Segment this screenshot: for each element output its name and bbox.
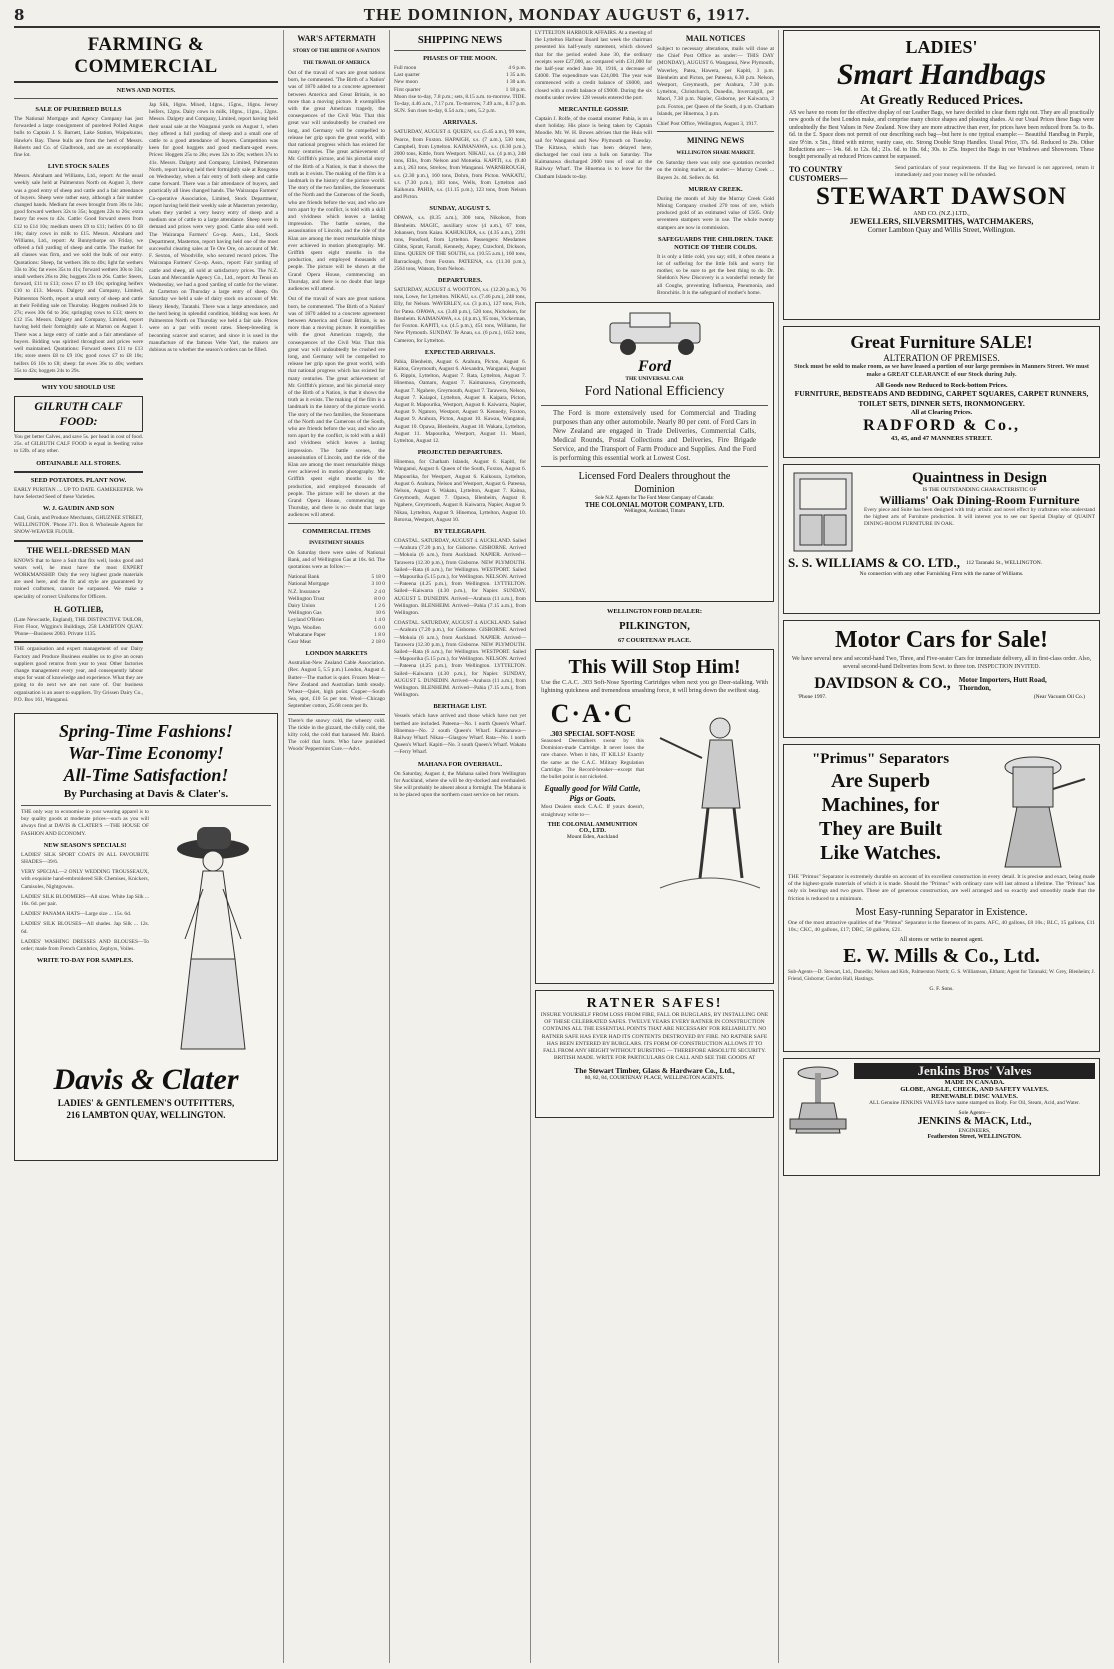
quaintness-sub: IS THE OUTSTANDING CHARACTERISTIC OF xyxy=(922,487,1037,493)
cac-text: Use the C.A.C. .303 Soft-Nose Sporting Cartridges when next you go Deer-stalking. With lightning quickness and tremendous smashing force, it will bring down the swiftest stag. xyxy=(541,679,768,695)
country-customers-text: Send particulars of your requirements. If the Bag we forward is not approved, return it immediately and your money will be refunded. xyxy=(895,164,1094,179)
gaudin-text: Coal, Grain, and Produce Merchants, GHUZNEE STREET, WELLINGTON. 'Phone 371. Box 8. Wholesale Agents for SNOW-WEAVER FLOUR. xyxy=(14,514,143,536)
mail-notices-heading: MAIL NOTICES xyxy=(685,34,746,43)
column-mail-ads xyxy=(535,30,774,1663)
ford-dealers-line: Licensed Ford Dealers throughout the Dominion xyxy=(578,471,731,496)
moon-phase-row xyxy=(394,79,526,86)
ladies-heading: LADIES' xyxy=(905,37,978,57)
davis-clater-address: 216 LAMBTON QUAY, WELLINGTON. xyxy=(66,1109,226,1120)
seed-potatoes-text: EARLY PURITAN .... UP TO DATE. GAMEKEEPER. We have Selected Seed of these Varieties. xyxy=(14,486,143,500)
moon-phase-row-name: Full moon xyxy=(394,65,417,71)
ratner-heading: RATNER SAFES! xyxy=(586,996,723,1012)
stock-sales-continued: Jap Silk, 16gns. Mixed, 14gns., 15gns., 16gns. Jersey heifers, 12gns. Dairy cows in milk, 10gns., 11gns., 12gns. Messrs. Dalgety and Company, Limited, report having held their usual sale at the Wanganui yards on August 1, when they offered a full yarding of sheep and a small one of cattle to a good attendance of buyers. Competition was keen for good hoggets and good medium-aged ewes. Prices: Hoggets 25s to 28s; ewes 32s to 39s; wethers 37s to 41s. Messrs. Dalgety and Company, Limited, Palmerston North, report having held their fortnightly sale at Rongotea on Wednesday, when a fair entry of both sheep and cattle came forward. There was a fair attendance of buyers, and practically all lines changed hands. The Wairarapa Farmers' Co-operative Association, Limited, Stock Department, report having held their weekly sale at Masterton yesterday, when they yarded a very heavy entry of sheep and a medium one of cattle to a large attendance. Sheep were in demand and prices were very good. Cattle also sold well. The Wairarapa Farmers' Co-op. Assn., Ltd., Stock Department, Masterton, report having held one of the most successful clearing sales at Te Ore Ore, on account of Mr. F. Sexton, of Woodville, who secured record prices. The Wairarapa Farmers' Co-op. Assn., report: Fair yarding of cattle and sheep, all sold at satisfactory prices. The N.Z. Loan and Mercantile Agency Co., Ltd., report: At Tenui on Wednesday, we had a good yarding of cattle for the winter. At Carterton on Thursday a large entry of sheep. On Saturday we held a sale of dairy stock on account of Mr. Henry Hendy, Taratahi. There was a large attendance, and the herd being in splendid condition, bidding was keen. At Palmerston North on Thursday we held a fair sale. Prices were on a par with recent rates. Sheep-breeding is becoming scarcer and scarcer, and since it is used in the manufacture of the famous Velte Yarl, the makers are dubious as to whether the season's orders can be filled. xyxy=(149,102,278,353)
column-rule xyxy=(283,30,284,1663)
jenkins-agents: Sole Agents— xyxy=(958,1110,991,1117)
murray-creek-text: During the month of July the Murray Creek Gold Mining Company crushed 270 tons of ore, which produced gold of an estimated value of £505. Only seventeen stampers were in use. The whole twenty stampers are now in commission. xyxy=(657,195,774,231)
mercantile-gossip-heading: MERCANTILE GOSSIP. xyxy=(558,106,629,114)
furniture-reduced-line: All Goods now Reduced to Rock-bottom Prices. xyxy=(875,382,1008,389)
stock-sales-heading: LIVE STOCK SALES xyxy=(47,163,110,171)
ford-efficiency-heading: Ford National Efficiency xyxy=(584,384,725,400)
share-row-value: 2 4 0 xyxy=(374,588,385,595)
quaintness-heading: Quaintness in Design xyxy=(911,470,1048,486)
arrivals-heading: ARRIVALS. xyxy=(442,119,478,127)
jenkins-engineers: ENGINEERS, xyxy=(958,1128,991,1135)
commercial-items-heading: COMMERCIAL ITEMS xyxy=(302,527,371,535)
murray-creek-heading: MURRAY CREEK. xyxy=(688,185,743,193)
shares-list xyxy=(288,574,385,646)
davis-clater-sub: LADIES' & GENTLEMEN'S OUTFITTERS, xyxy=(57,1097,235,1108)
calf-food-brand: GILRUTH CALF FOOD: xyxy=(14,396,143,432)
war-text: Out of the travail of wars are great nations born, he commented. 'The Birth of a Nation' was of 1870 added to a concrete agreement between America and Great Britain, is no more than a moving picture. It exemplifies with the great American tragedy, the consequences of the Civil War. That this great war will undoubtedly be crushed ere long, and Germany will be compelled to release her grip upon the great world, with that national progress which has existed for many centuries. The great achievement of Mr. Griffith's picture, and his pictorial story of the Birth of a Nation, is that it shows the truth as it exists. The making of the film is a landmark in the history of the picture world. The story of the two families, the Stonemans of the North and the Camerons of the South, who are friends before the war, and who are torn apart by the conflict, is told with a skill and vividness which leaves a lasting impression. The battle scenes, the assassination of Lincoln, and the ride of the Klan are among the most remarkable things ever achieved in motion photography. Mr. Griffith spent eight months in the production, and employed thousands of people. The picture will be shown at the Grand Opera House, commencing on Thursday, and there is no doubt that large audiences will attend. xyxy=(288,70,385,293)
departures-text: SATURDAY, AUGUST 4. WOOTTON, s.s. (12.20 p.m.), 76 tons, Lowe, for Lyttelton. NIKAU, s.s. (7.46 p.m.), 248 tons, Elly, for Nelson. WAVERLEY, s.s. (3 p.m.), 127 tons, Fick, for Patea. OPAWA, s.s. (3.40 p.m.), 520 tons, Nicholson, for Blenheim. KAIMANAWA, s.s. (4 p.m.), 95 tons, Vickerman, for Foxton. KAPITI, s.s. (4.5 p.m.), 451 tons, Williams, for New Plymouth. SUNDAY. Te Anau, s.s. (6 p.m.), 1652 tons, Cameron, for Lyttelton. xyxy=(394,287,526,344)
davidson-note: (Near Vacuum Oil Co.) xyxy=(1033,694,1085,700)
mercantile-gossip-text: Captain J. Rolfe, of the coastal steamer Pahia, is on a short holiday. His place is being taken by Captain Moodie. Mr. W. H. Bowes advises that the Huia will sail for Wanganui and New Plymouth on Tuesday. The Kittawa, which has been delayed here, discharged her coal into a hulk on Saturday. The Kaimanawa discharged 2000 tons of coal at the Railway Wharf. The Hinemoa is to leave for the Chatham Islands to-day. xyxy=(535,116,652,180)
share-row-name: Wellington Trust xyxy=(288,595,325,602)
telegraph-text-continued: COASTAL. SATURDAY, AUGUST 4. AUCKLAND. Sailed—Arahura (7.20 p.m.), for Gisborne. GISBORNE. Arrived—Mokoia (6 a.m.), from Auckland. NAPIER. Arrived—Tarawera (12.30 p.m.), from Gisborne. NEW PLYMOUTH. Sailed—Rata (6 a.m.), for Wellington. WESTPORT. Sailed—Mapourika (5.15 p.m.), for Wellington. NELSON. Arrived—Pateena (4.25 p.m.), from Wellington. LYTTELTON. Sailed—Kaiwarra (4.30 p.m.), for Napier. SUNDAY, AUGUST 5. DUNEDIN. Arrived—Arahura (11 a.m.), from Wellington. BLENHEIM. Arrived—Pahia (7.15 a.m.), from Wellington. xyxy=(394,620,526,699)
london-markets-heading: LONDON MARKETS xyxy=(305,650,368,658)
projected-departures-heading: PROJECTED DEPARTURES. xyxy=(417,449,503,457)
telegraph-heading: BY TELEGRAPH. xyxy=(434,527,486,535)
motor-cars-text: We have several new and second-hand Two, Three, and Five-seater Cars for immediate delivery, all in first-class order. Also, several second-hand Deliveries from Scwt. to three ton. INSPECTION INVITED. xyxy=(791,656,1092,670)
ford-ad xyxy=(535,302,774,602)
primus-text-2: One of the most attractive qualities of the "Primus" Separator is the fineness of its parts. AFC, 40 gallons, £8 10s.; BLC, 15 gallons, £11 10s.; CKC, 40 gallons, £17; DBC, 50 gallons, £21. xyxy=(788,919,1095,934)
tides-text: Moon rise to-day, 7.8 p.m.; sets, 8.15 a.m. to-morrow. TIDE. To-day, 4.46 a.m., 7.17 p.m. To-morrow, 7.49 a.m., 8.17 p.m. SUN. Sun rises to-day, 6.54 a.m.; sets, 5.2 p.m. xyxy=(394,93,526,115)
share-row-name: N.Z. Insurance xyxy=(288,588,321,595)
jenkins-types: GLOBE, ANGLE, CHECK, AND SAFETY VALVES. xyxy=(900,1086,1049,1093)
departures-heading: DEPARTURES. xyxy=(437,277,483,285)
share-row xyxy=(288,617,385,624)
motor-cars-heading: Motor Cars for Sale! xyxy=(834,627,1049,653)
gotlieb-text: (Late Newcastle, England), THE DISTINCTIVE TAILOR, First Floor, Wiggins's Buildings, 258 LAMBTON QUAY. 'Phone—Business 2003. Private 1135. xyxy=(14,616,143,638)
davidson-sub: Motor Importers, Hutt Road, Thorndon, xyxy=(958,676,1047,692)
share-row xyxy=(288,625,385,632)
davidson-motor-ad xyxy=(783,620,1100,738)
share-row-name: National Mortgage xyxy=(288,581,329,588)
ratner-address: 80, 82, 84, COURTENAY PLACE, WELLINGTON AGENTS. xyxy=(584,1074,725,1081)
reduced-prices-heading: At Greatly Reduced Prices. xyxy=(859,93,1024,108)
spring-item: LADIES' PANAMA HATS—Large size ... 15s. 6d. xyxy=(21,911,132,918)
furniture-sale-heading: Great Furniture SALE! xyxy=(850,332,1033,352)
primus-line-1: "Primus" Separators xyxy=(811,751,950,767)
bulls-heading: SALE OF PUREBRED BULLS xyxy=(35,106,122,113)
war-aftermath-heading: WAR'S AFTERMATH xyxy=(297,34,376,43)
spring-fashions-line: Spring-Time Fashions! xyxy=(59,720,233,741)
moon-phase-row-name: Last quarter xyxy=(394,72,420,79)
column-ads xyxy=(783,30,1100,1663)
masthead xyxy=(14,4,1100,28)
handbags-text: AS we have no room for the effective display of our Leather Bags, we have decided to clear them right out. They are all practically new goods of the best London make, and comprise many choice shapes and pleasing shades. At our Usual Prices these Bags were undoubtedly the Best Values in New Zealand. Now they are more attractive than ever, for prices have been reduced from 5s. to 8s. 6d. in the £. Space does not permit of our describing each bag—but here is one typical example:— Beautiful Handbag in Purple, size 9½in. x 5in., fitted with mirror, vanity case, etc. Strong Double Strap Handles. Usual Price, 37s. 6d. Reduced to 29s. Other Reductions are:— 14s. 6d. to 12s. 6d.; 21s. 6d. to 18s. 6d.; 30s. to 25s. Inspect the Bags in our Windows and Showroom. These bought personally at reduced Prices cannot be surpassed. xyxy=(789,110,1094,161)
furniture-items: FURNITURE, BEDSTEADS AND BEDDING, CARPET SQUARES, CARPET RUNNERS, TOILET SETS, DINNER SETS, IRONMONGERY. xyxy=(794,389,1089,408)
expected-arrivals-text: Pahia, Blenheim, August 6. Arahura, Picton, August 6. Kaitoa, Greymouth, August 6. Alexandra, Wanganui, August 6. Rippin, Lyttelton, August 7. Rata, Lyttelton, August 7. Hinemoa, Oamaru, August 7. Kaimanawa, Greymouth, August 7. Ngahere, Greymouth, August 7. Tarawera, Nelson, August 7. Kaiapoi, Lyttelton, August 8. Kaipara, Picton, August 8. Mapourika, Westport, August 8. Kaiwarra, Napier, August 9. Ngatoro, Westport, August 9. Kennedy, Foxton, August 9. Arahura, Picton, August 10. Kawau, Wanganui, August 10. Opawa, Blenheim, August 10. Wakatu, Lyttelton, August 11. Mapourika, Westport, August 11. Maori, Lyttelton, August 12. xyxy=(394,358,526,444)
share-row-name: Gear Meat xyxy=(288,639,311,646)
jenkins-firm: JENKINS & MACK, Ltd., xyxy=(917,1116,1032,1128)
cac-text-3: Most Dealers stock C.A.C. If yours doesn't, straightway write to— xyxy=(541,804,644,818)
mining-news-heading: MINING NEWS xyxy=(686,136,745,146)
share-row xyxy=(288,596,385,603)
spring-item: LADIES' SILK BLOUSES—All shades. Jap Silk ... 12s. 6d. xyxy=(21,921,149,935)
primus-line-2: Are Superb xyxy=(830,770,931,792)
share-row-value: 5 18 0 xyxy=(371,574,385,581)
share-row-value: 8 0 0 xyxy=(374,595,385,602)
stewart-dawson-co: AND CO. (N.Z.) LTD., xyxy=(913,210,970,217)
valve-illustration xyxy=(788,1063,848,1163)
spring-intro-text: THE only way to economise in your wearing apparel is to buy quality goods at moderate prices—such as you will always find at DAVIS & CLATER'S —THE HOUSE OF FASHION AND ECONOMY. xyxy=(21,808,149,837)
clearing-prices-line: All at Clearing Prices. xyxy=(910,409,973,416)
jenkins-renew: RENEWABLE DISC VALVES. xyxy=(931,1093,1018,1100)
satisfaction-line: All-Time Satisfaction! xyxy=(63,764,229,785)
sunday-text: OPAWA, s.s. (8.35 a.m.), 300 tons, Nikolson, from Blenheim. MAGIC, auxiliary scow (4 a.m.), 67 tons, Johansen, from Kaiau. KAHUKURA, s.s. (4.35 a.m.), 2391 tons, Ponsford, from Lyttelton. Passengers: Mesdames Gibbs, Spratt, Farrall, Kennedy, Aspey, Crawford, Dickson, Elms. QUEEN OF THE SOUTH, s.s. (10.55 a.m.), 160 tons, Barraclough, from Foxton. PATEENA, s.s. (11.30 p.m.), 2564 tons, Watson, from Nelson. xyxy=(394,215,526,272)
share-market-heading: WELLINGTON SHARE MARKET. xyxy=(676,151,755,157)
primus-text: THE "Primus" Separator is extremely durable on account of its excellent construction in every detail. It is precise and exact, being made of the highest-grade materials of which it is made. Should the "Primus" with ordinary care will last almost a lifetime. The "Primus" has only six bearings and two gears. These are of generous construction, are well arranged and so exactly and smoothly made that the friction is reduced to a minimum. xyxy=(788,874,1095,902)
sunday-heading: SUNDAY, AUGUST 5. xyxy=(429,205,491,213)
column-war xyxy=(288,30,385,1663)
primus-line-3: Machines, for xyxy=(821,794,940,816)
well-dressed-text: KNOWS that to have a Suit that fits well, looks good and wears well, he must have the most EXPERT WORKMANSHIP. Only the very highest grade materials are used here, and the fit and style are guaranteed by trained craftsmen, cannot be surpassed. We make a speciality of correct Uniforms for Officers. xyxy=(14,557,143,600)
share-row-name: National Bank xyxy=(288,574,320,581)
moon-phase-row-value: 1 18 p.m. xyxy=(505,86,526,93)
share-row-value: 3 10 0 xyxy=(371,581,385,588)
williams-address: 112 Taranaki St., WELLINGTON. xyxy=(965,560,1043,566)
calf-food-text: You get better Calves, and save 5s. per head in cost of food. 25s. of GILRUTH CALF FOOD is equal in feeding value to 12lb. of any other. xyxy=(14,433,143,455)
jenkins-address: Featherston Street, WELLINGTON. xyxy=(927,1134,1022,1141)
share-row-value: 2 18 0 xyxy=(371,639,385,646)
safeguards-text: It is only a little cold, you say; still, it often means a lot of suffering for the little folk and worry for mother, so be sure to get the best thing to do. Dr. Sheldon's New Discovery is a wonderful remedy for all Coughs, preventing Influenza, Pneumonia, and Bronchitis. It is the safeguard of mother's home. xyxy=(657,253,774,296)
cac-address: Mount Eden, Auckland xyxy=(566,833,619,840)
moon-phases-list xyxy=(394,65,526,94)
cac-firm: THE COLONIAL AMMUNITION CO., LTD. xyxy=(547,821,638,834)
moon-phases-heading: PHASES OF THE MOON. xyxy=(423,55,497,62)
cac-cartridge-ad xyxy=(535,649,774,984)
jenkins-valves-ad xyxy=(783,1058,1100,1176)
investment-shares-heading: INVESTMENT SHARES xyxy=(309,540,364,546)
share-row-value: 6 0 0 xyxy=(374,624,385,631)
share-row-name: Dairy Union xyxy=(288,603,316,610)
stewart-dawson-address: Corner Lambton Quay and Willis Street, Wellington. xyxy=(867,225,1016,234)
ford-car-illustration xyxy=(541,308,768,358)
berthage-heading: BERTHAGE LIST. xyxy=(433,703,487,711)
furniture-text: Stock must be sold to make room, as we have leased a portion of our large premises in Manners Street. We must make a GREAT CLEARANCE of our Stock during July. xyxy=(794,363,1089,378)
column-rule xyxy=(778,30,779,1663)
spring-item: LADIES' WASHING DRESSES AND BLOUSES—To order; made from French Cambrics, Zephyrs, Voiles. xyxy=(21,938,149,953)
williams-oak-ad xyxy=(783,464,1100,614)
bulls-text: The National Mortgage and Agency Company has just forwarded a large consignment of purebred Polled Angus bulls to Captain J. S. Barnett, Lake Station, Waipukurau, Hawke's Bay. These bulls are from the herd of Messrs. Roberts and Co. of Gladbrook, and are an exceptionally fine lot. xyxy=(14,116,143,159)
calf-food-footer: OBTAINABLE ALL STORES. xyxy=(36,459,121,467)
calf-food-heading: WHY YOU SHOULD USE xyxy=(41,383,116,391)
davis-clater-brand: Davis & Clater xyxy=(53,1062,239,1096)
dresser-illustration xyxy=(788,469,858,555)
primus-footer: All stores or write to nearest agent. xyxy=(899,937,984,944)
shipping-news-heading: SHIPPING NEWS xyxy=(417,35,503,46)
dairy-text: THE organisation and expert management of our Dairy Factory and Produce Business enables us to give an ocean suppliers good returns from year to year. Other factories change management every year, and consequently labour stops for want of knowledge and experience. What they are going to do next we are not sure of. Our business organisation is an asset to suppliers. Try Grissen Dairy Co., P.O. Box 161, Wanganui. xyxy=(14,646,143,703)
share-row xyxy=(288,610,385,617)
war-text-continued: Out of the travail of wars are great nations born, he commented. 'The Birth of a Nation' was of 1870 added to a concrete agreement between America and Great Britain, is no more than a moving picture. It exemplifies with the great American tragedy, the consequences of the Civil War. That this great war will undoubtedly be crushed ere long, and Germany will be compelled to release her grip upon the great world, with that national progress which has existed for many centuries. The great achievement of Mr. Griffith's picture, and his pictorial story of the Birth of a Nation, is that it shows the truth as it exists. The making of the film is a landmark in the history of the picture world. The story of the two families, the Stonemans of the North and the Camerons of the South, who are friends before the war, and who are torn apart by the conflict, is told with a skill and vividness which leaves a lasting impression. The battle scenes, the assassination of Lincoln, and the ride of the Klan are among the most remarkable things ever achieved in motion photography. Mr. Griffith spent eight months in the production, and employed thousands of people. The picture will be shown at the Grand Opera House, commencing on Thursday, and there is no doubt that large audiences will attend. xyxy=(288,296,385,519)
williams-firm: S. S. WILLIAMS & CO. LTD., xyxy=(788,555,960,570)
share-row xyxy=(288,581,385,588)
ratner-firm: The Stewart Timber, Glass & Hardware Co., Ltd., xyxy=(574,1065,735,1075)
harbour-text: LYTTELTON HARBOUR AFFAIRS. At a meeting of the Lyttelton Harbour Board last week the chairman presented his half-yearly statement, which showed that for the period ended June 30, the ordinary receipts were £27,000, as compared with £31,000 for the half-year ended June 30, 1916, a decrease of £4000. The expenditure was £24,000. The year was commenced with a credit balance of £6000, and closed with a credit balance of £9000. During the six months under review 128 vessels entered the port. xyxy=(535,30,652,101)
share-row-value: 1 4 0 xyxy=(374,617,385,624)
spring-item: LADIES' SILK BLOOMERS—All sizes. White Jap Silk ... 16s. 6d. per pair. xyxy=(21,893,149,908)
purchasing-line: By Purchasing at Davis & Clater's. xyxy=(63,787,229,800)
alteration-heading: ALTERATION OF PREMISES. xyxy=(883,353,1000,363)
spring-item: LADIES' SILK SPORT COATS IN ALL FAVOURITE SHADES—39/6. xyxy=(21,851,149,865)
farming-heading: FARMING & COMMERCIAL xyxy=(74,34,218,77)
fashion-lady-illustration xyxy=(155,809,265,1059)
colonial-motor-address: Wellington, Auckland, Timaru xyxy=(624,509,685,515)
radford-brand: RADFORD & Co., xyxy=(863,417,1020,434)
radford-address: 43, 45, and 47 MANNERS STREET. xyxy=(890,435,992,442)
share-row xyxy=(288,603,385,610)
cac-goats-line: Equally good for Wild Cattle, Pigs or Goats. xyxy=(544,784,641,804)
mail-notices-text: Subject to necessary alterations, mails will close at the Chief Post Office as under:— THIS DAY (MONDAY), AUGUST 6. Wanganui, New Plymouth, Waverley, Patea, Hawera, per Kapiti, 3 p.m. Blenheim and Picton, per Pateena, 6.30 p.m. Nelson, Westport, Greymouth, per Arahura, 7.30 p.m. Lyttelton, Christchurch, Dunedin, Invercargill, per Maori, 7.30 p.m. Napier, Gisborne, per Kaiwarra, 3 p.m. Foxton, per Queen of the South, 4 p.m. Chatham Islands, per Hinemoa, 3 p.m. xyxy=(657,46,774,117)
jenkins-heading: Jenkins Bros' Valves xyxy=(854,1063,1095,1079)
stock-sales-text: Messrs. Abraham and Williams, Ltd., report: At the usual weekly sale held at Palmerston North on August 3, there was a good entry of sheep and cattle and a fair attendance of buyers. Sheep were rather easy, although a fair number changed hands. Medium fat ewes brought from 30s to 34s; good forward wethers 32s to 35s; hoggets 22s to 26s; extra heavy fat ewes to 42s. Cattle: Good forward steers from £12 to £14 10s; medium steers £9 to £11; heifers £6 to £8 10s; dairy cows in milk to £15. Messrs. Abraham and Williams, Ltd., report: At Bunnythorpe on Friday, we offered a full yarding of sheep and cattle. The market for all classes was firm, and we sold the bulk of our entry. Quotations: Sheep, fat wethers 38s to 40s; light fat wethers 33s to 36s; fat ewes 35s to 41s; forward wethers 30s to 33s; small wethers 26s to 28s; hoggets 23s to 26s. Cattle: Steers, forward, £11 to £13; cows £7 to £9 10s; springing heifers £10 to £13. Messrs. Dalgety and Company, Limited, Palmerston North, report a small entry of sheep and cattle at their Feilding sale on Thursday. Hoggets realised 24s to 27s; ewes 30s 6d to 36s; springing cows to £13; steers to £12 15s. Messrs. Dalgety and Company, Limited, report having held their fortnightly sale at Marton on August 1. There was a large entry of cattle and a fair attendance of buyers. Bidding was spirited throughout and prices were well maintained. Quotations: Forward steers £11 to £13 10s; store steers £8 to £9 10s; good cows £7 to £8 10s; heifers £6 10s to £8; sheep: fat ewes 36s to 40s; wethers 35s to 42s; hoggets 24s to 29s. xyxy=(14,173,143,374)
country-customers-line: TO COUNTRY CUSTOMERS— xyxy=(789,164,848,183)
seed-potatoes-heading: SEED POTATOES. PLANT NOW. xyxy=(30,476,127,484)
moon-phase-row-value: 1 35 a.m. xyxy=(505,72,526,79)
war-subheading-2: THE TRAVAIL OF AMERICA xyxy=(303,61,370,66)
moon-phase-row xyxy=(394,87,526,94)
moon-phase-row-value: 4 6 p.m. xyxy=(508,65,526,71)
column-rule xyxy=(530,30,531,1663)
davidson-brand: DAVIDSON & CO., xyxy=(814,675,951,692)
page-number: 8 xyxy=(14,6,25,24)
overhaul-text: On Saturday, August 4, the Mahana sailed from Wellington for Auckland, where she will be dry-docked and overhauled. She will probably be absent about a fortnight. The Mahana is to be placed upon the northern coast service on her return. xyxy=(394,770,526,799)
overhaul-heading: MAHANA FOR OVERHAUL. xyxy=(417,760,503,768)
williams-note: No connection with any other Furnishing Firm with the name of Williams. xyxy=(859,571,1024,577)
primus-easy-line: Most Easy-running Separator in Existence. xyxy=(855,906,1028,918)
moon-phase-row-name: New moon xyxy=(394,79,418,86)
pilkington-name: PILKINGTON, xyxy=(619,621,690,633)
share-row-value: 10 6 xyxy=(375,610,385,617)
telegraph-text: COASTAL. SATURDAY, AUGUST 4. AUCKLAND. Sailed—Arahura (7.20 p.m.), for Gisborne. GISBORNE. Arrived—Mokoia (6 a.m.), from Auckland. NAPIER. Arrived—Tarawera (12.30 p.m.), from Gisborne. NEW PLYMOUTH. Sailed—Rata (6 a.m.), for Wellington. WESTPORT. Sailed—Mapourika (5.15 p.m.), for Wellington. NELSON. Arrived—Pateena (4.25 p.m.), from Wellington. LYTTELTON. Sailed—Kaiwarra (4.30 p.m.), for Napier. SUNDAY, AUGUST 5. DUNEDIN. Arrived—Arahura (11 a.m.), from Wellington. BLENHEIM. Arrived—Pahia (7.15 a.m.), from Wellington. xyxy=(394,537,526,616)
davis-clater-ad xyxy=(14,713,278,1161)
column-shipping xyxy=(394,30,526,1663)
projected-departures-text: Hinemoa, for Chatham Islands, August 6. Kapiti, for Wanganui, August 6. Queen of the South, Foxton, August 6. Mapourika, for Westport, August 6. Kaikoura, Lyttelton, August 6. Arahura, Nelson and Westport, August 6. Pateena, Nelson, August 6. Wakatu, Lyttelton, August 7. Kaitoa, Greymouth, August 7. Opawa, Blenheim, August 8. Ngahere, Greymouth, August 8. Kaiwarra, Napier, August 9. Nikau, Lyttelton, August 9. Hinemoa, Lyttelton, August 10. Rotorua, Westport, August 10. xyxy=(394,459,526,523)
share-row xyxy=(288,632,385,639)
mills-text: Sub-Agents—D. Stewart, Ltd., Dunedin; Nelson and Kirk, Palmerston North; G. S. Williamson, Eltham; Agent for Taranaki; W. Grey, Blenheim; J. Friend, Gisborne; Gordon Hall, Hastings. xyxy=(788,969,1095,983)
primus-line-4: They are Built xyxy=(819,818,942,840)
share-row xyxy=(288,589,385,596)
share-row-value: 1 2 6 xyxy=(374,603,385,610)
jenkins-text: ALL Genuine JENKINS VALVES have name stamped on Body. For Oil, Steam, Acid, and Water. xyxy=(869,1100,1080,1106)
share-row-name: Wellington Gas xyxy=(288,610,322,617)
stewart-dawson-brand: STEWART DAWSON xyxy=(816,182,1067,210)
radford-furniture-ad xyxy=(783,326,1100,458)
column-rule xyxy=(389,30,390,1663)
ford-brand: Ford xyxy=(638,358,671,376)
moon-phase-row-value: 1 30 a.m. xyxy=(505,79,526,86)
primus-line-5: Like Watches. xyxy=(820,842,941,864)
hunter-illustration xyxy=(650,698,768,898)
primus-separator-ad xyxy=(783,744,1100,1052)
mail-notices-sign: Chief Post Office, Wellington, August 3, 1917. xyxy=(657,121,758,128)
new-season-heading: NEW SEASON'S SPECIALS! xyxy=(43,841,127,849)
stewart-dawson-ad xyxy=(783,30,1100,320)
davidson-phone: 'Phone 1997. xyxy=(798,694,827,700)
arrivals-text: SATURDAY, AUGUST 4. QUEEN, s.s. (5.45 a.m.), 99 tons, Pearce, from Foxton. HAPAIGH, s.s. (7 a.m.), 530 tons, Campbell, from Lyttelton. KAIMANAWA, s.s. (6.30 p.m.), 2000 tons, Kittle, from Westport. NIKAU, s.s. (4 p.m.), 248 tons, Ellis, from Nelson and Motueka. KAPITI, s.s. (9.40 a.m.), 263 tons, Strelow, from Wanganui. WARNBROUGH, s.s. (2.30 p.m.), 160 tons, Dohrn, from Picton. WAKATU, s.s. (7.30 p.m.), 183 tons, Wells, from Lyttelton and Kaikoura. PAHIA, s.s. (11.15 p.m.), 123 tons, from Nelson and Picton. xyxy=(394,129,526,201)
column-farming xyxy=(14,30,278,1663)
berthage-text: Vessels which have arrived and those which have not yet berthed are included. Pateena—No. 1 north Queen's Wharf. Hinemoa—No. 2 south Queen's Wharf. Kaimanawa—Railway Wharf. Nikau—Glasgow Wharf. Rata—No. 1 north Queen's Wharf. Kapiti—No. 3 south Queen's Wharf. Wakatu—Ferry Wharf. xyxy=(394,713,526,756)
news-notes-heading: NEWS AND NOTES. xyxy=(116,87,176,94)
share-row xyxy=(288,574,385,581)
well-dressed-heading: THE WELL-DRESSED MAN xyxy=(26,545,131,555)
handbags-heading: Smart Handbags xyxy=(836,58,1047,91)
london-markets-text: Australian-New Zealand Cable Association. (Rec. August 5, 5.5 p.m.) London, August 4. Butter—The market is quiet. Frozen Meat—New Zealand and Australian lamb steady. Wheat—Quiet, high point. Copper—South Sea, spot, £10 5s per ton. Wool—Chicago September cotton, 25.68 cents per lb. xyxy=(288,660,385,710)
share-row-value: 1 8 0 xyxy=(374,631,385,638)
share-row-name: Whakatane Paper xyxy=(288,631,326,638)
samples-line: WRITE TO-DAY FOR SAMPLES. xyxy=(36,957,134,965)
war-subheading-1: STORY OF THE BIRTH OF A NATION xyxy=(293,49,380,54)
pilkington-address: 67 COURTENAY PLACE. xyxy=(618,637,691,645)
share-row-name: Wgtn. Woollen xyxy=(288,624,321,631)
mills-brand: E. W. Mills & Co., Ltd. xyxy=(843,945,1040,968)
ford-agents-line: Sole N.Z. Agents for The Ford Motor Company of Canada: xyxy=(595,496,714,502)
share-row-name: Leyland O'Brien xyxy=(288,617,324,624)
expected-arrivals-heading: EXPECTED ARRIVALS. xyxy=(424,348,496,356)
masthead-title: THE DOMINION, MONDAY AUGUST 6, 1917. xyxy=(363,5,751,24)
peppermint-advert: There's the snowy cold, the wheezy cold. The tickle in the gizzard, the chilly cold, the kilty cold, the cold that harassed Mr. Baird. The cold that hurts. Who have punished Woods' Peppermint Cure.—Advt. xyxy=(288,717,385,753)
colonial-motor-firm: THE COLONIAL MOTOR COMPANY, LTD. xyxy=(584,501,725,510)
gotlieb-firm: H. GOTLIEB, xyxy=(53,604,104,614)
moon-phase-row-name: First quarter xyxy=(394,86,421,93)
cac-text-2: Seasoned Deerstalkers swear by this Dominion-made Cartridge. It never loses the rare chance. When it hits, IT KILLS! Exactly the same as the C.A.C. Military Regulation Cartridge. The Record-breaker—except that the bullet point is not nickeled. xyxy=(541,738,644,781)
cac-heading: This Will Stop Him! xyxy=(568,656,741,679)
ford-tagline: THE UNIVERSAL CAR xyxy=(625,376,684,383)
commercial-text: On Saturday there were sales of National Bank, and of Wellington Gas at 10s. 6d. The quotations were as follow:— xyxy=(288,549,385,570)
ratner-text: INSURE YOURSELF FROM LOSS FROM FIRE, FALL OR BURGLARS, BY INSTALLING ONE OF THESE CELEBRATED SAFES. TWELVE YEARS EVERY RATNER IN CONSTRUCTION CONTAINS ALL THE ESSENTIAL POINTS THAT ARE NECESSARY FOR RELIABILITY. NO RATNER SAFE HAS EVER HAD ITS CONTENTS DESTROYED BY FIRE. NO RATNER SAFE HAS BEEN ENTERED BY BURGLARS. ITS FORM OF CONSTRUCTION ALLOWS IT TO FALL FROM ANY HEIGHT WITHOUT BURSTING — THEREFORE ABSOLUTE SECURITY. BRITISH MADE. WRITE FOR PARTICULARS OR CALL AND SEE THE GOODS AT xyxy=(540,1012,769,1062)
cac-logo: C·A·C xyxy=(550,699,635,729)
ford-text: The Ford is more extensively used for Commercial and Trading purposes than any other automobile. Nearly 80 per cent. of Ford Cars in New Zealand are engaged in Trade Deliveries, Commercial Calls, Medical Rounds, Postal Collections and Deliveries, Fire Brigade Service, and the Transport of Farm Produce and Supplies. And the Ford is performing this essential work at Lowest Cost. xyxy=(553,409,756,463)
cac-subheading: .303 SPECIAL SOFT-NOSE xyxy=(550,730,635,739)
ratner-safes-ad xyxy=(535,990,774,1118)
war-economy-line: War-Time Economy! xyxy=(68,742,224,763)
gaudin-firm: W. J. GAUDIN AND SON xyxy=(42,504,115,512)
safeguards-heading: SAFEGUARDS THE CHILDREN. TAKE NOTICE OF THEIR COLDS. xyxy=(657,235,774,251)
spring-item: VERY SPECIAL—2 ONLY WEDDING TROUSSEAUX, with exquisite hand-embroidered Silk Chemises, Knickers, Camisoles, Nightgowns. xyxy=(21,869,149,890)
mills-agents: G. F. Sons. xyxy=(929,985,954,992)
williams-oak-brand: Williams' Oak Dining-Room Furniture xyxy=(879,493,1080,507)
mining-text: On Saturday there was only one quotation recorded on the mining market, as under:— Murray Creek ... Buyers 2s. 4d. Sellers 4s. 6d. xyxy=(657,160,774,181)
williams-oak-text: Every piece and Suite has been designed with truly artistic and novel effect by craftsmen who understand the highest arts of Furniture production. It will interest you to see our Special Display of QUAINT DINING-ROOM FURNITURE IN OAK. xyxy=(864,507,1095,528)
separator-illustration xyxy=(973,749,1093,874)
wellington-dealer-heading: WELLINGTON FORD DEALER: xyxy=(606,608,703,616)
moon-phase-row xyxy=(394,65,526,72)
jenkins-made: MADE IN CANADA. xyxy=(944,1079,1005,1086)
moon-phase-row xyxy=(394,72,526,79)
share-row xyxy=(288,639,385,646)
stewart-dawson-sub: JEWELLERS, SILVERSMITHS, WATCHMAKERS, xyxy=(849,216,1034,226)
